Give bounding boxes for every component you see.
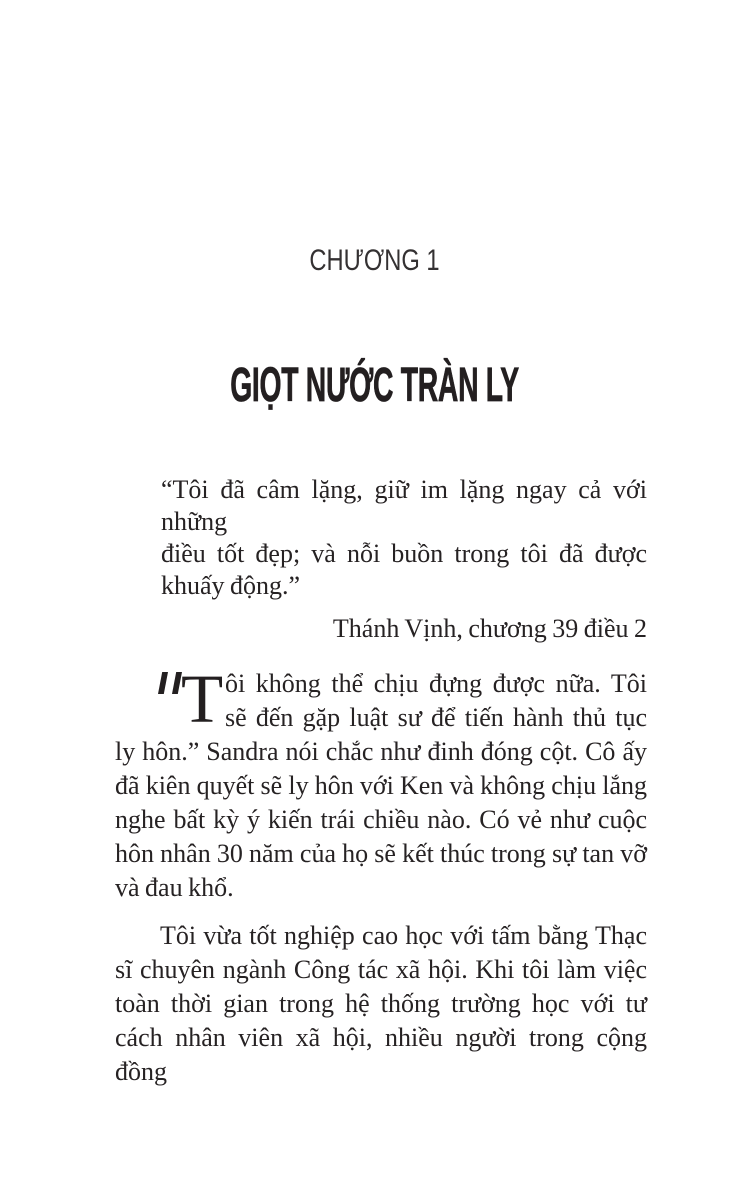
body-line: toàn thời gian trong hệ thống trường học với tư — [115, 989, 647, 1018]
body-line: ly hôn.” Sandra nói chắc như đinh đóng cột. Cô ấy — [115, 737, 647, 766]
body-line: ôi không thể chịu đựng được nữa. Tôi — [225, 669, 647, 698]
epigraph — [161, 474, 647, 645]
epigraph-line: “Tôi đã câm lặng, giữ im lặng ngay cả với những — [161, 475, 647, 536]
body-line: sĩ chuyên ngành Công tác xã hội. Khi tôi làm việc — [115, 955, 647, 984]
chapter-title: GIỌT NƯỚC TRÀN LY — [230, 359, 519, 412]
drop-cap-letter: T — [181, 661, 224, 737]
body-line: Tôi vừa tốt nghiệp cao học với tấm bằng Thạc — [160, 921, 647, 950]
body-line: nghe bất kỳ ý kiến trái chiều nào. Có vẻ như cuộc — [115, 805, 647, 834]
body-paragraph-1 — [115, 661, 647, 905]
body-line: sẽ đến gặp luật sư để tiến hành thủ tục — [225, 703, 647, 732]
epigraph-line: khuấy động.” — [161, 571, 301, 600]
body-line: cách nhân viên xã hội, nhiều người trong cộng đồng — [115, 1023, 647, 1086]
epigraph-line: điều tốt đẹp; và nỗi buồn trong tôi đã được — [161, 539, 647, 568]
body-paragraph-2 — [115, 919, 647, 1089]
epigraph-attribution: Thánh Vịnh, chương 39 điều 2 — [332, 614, 647, 643]
body-line: đã kiên quyết sẽ ly hôn với Ken và không chịu lắng — [115, 771, 647, 800]
body-line: và đau khổ. — [115, 873, 234, 902]
body-text — [115, 661, 647, 1089]
chapter-label: CHƯƠNG 1 — [309, 244, 440, 277]
body-line: hôn nhân 30 năm của họ sẽ kết thúc trong sự tan vỡ — [115, 839, 647, 868]
